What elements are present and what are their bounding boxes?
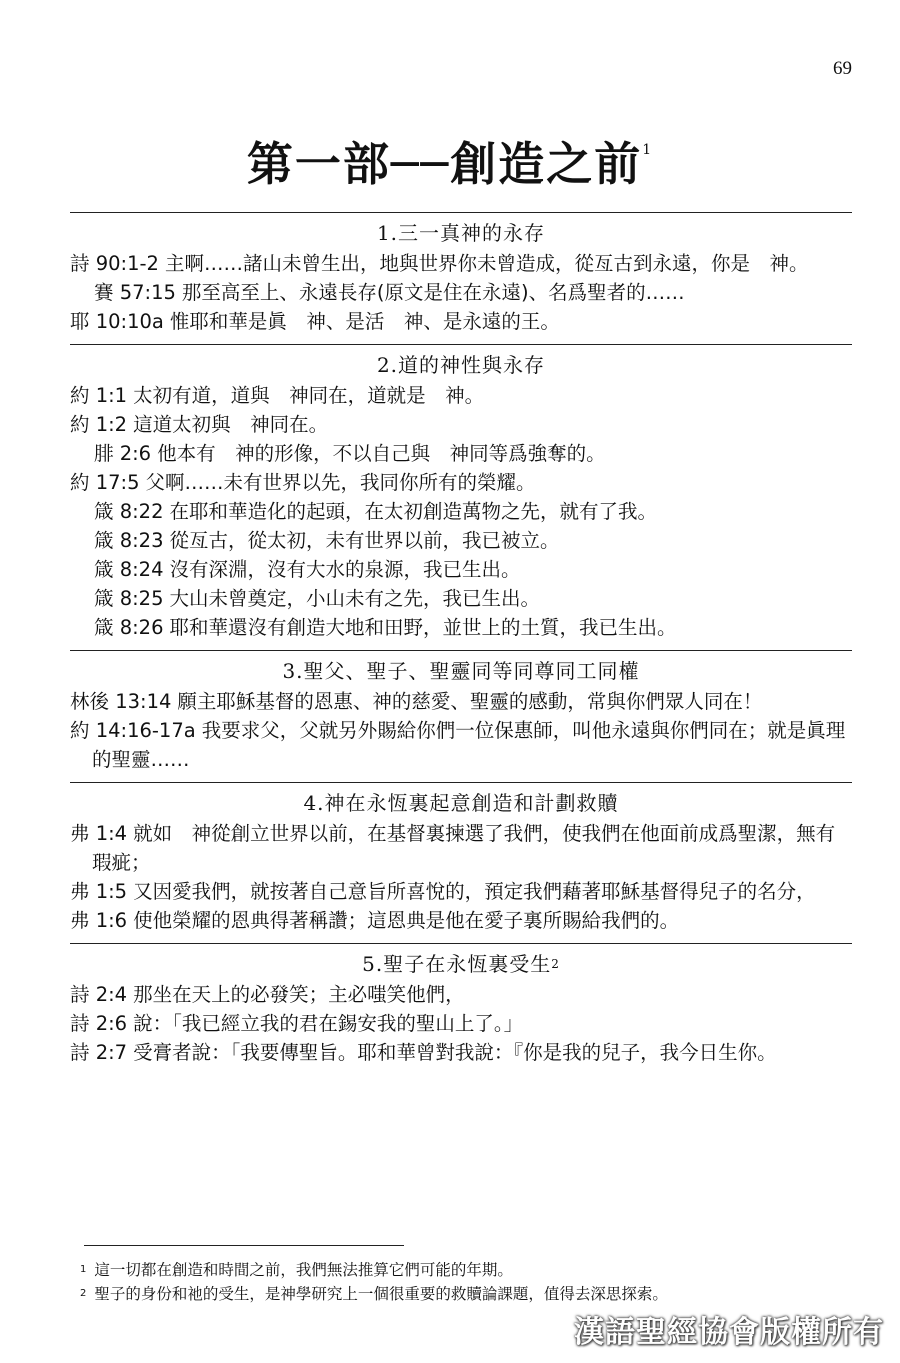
verse-reference: 箴 8:22 <box>94 500 164 523</box>
section <box>70 650 852 782</box>
verse <box>70 439 852 468</box>
verse-text: 大山未曾奠定，小山未有之先，我已生出。 <box>169 587 541 610</box>
footnote-text: 聖子的身份和祂的受生，是神學研究上一個很重要的救贖論課題，值得去深思探索。 <box>94 1285 668 1303</box>
verse-reference: 賽 57:15 <box>94 281 176 304</box>
verse <box>70 613 852 642</box>
section-heading-text: 2.道的神性與永存 <box>376 353 546 377</box>
section <box>70 344 852 650</box>
verse-reference: 詩 2:7 <box>70 1041 128 1064</box>
verse-reference: 耶 10:10a <box>70 310 164 333</box>
footnote-mark: 2 <box>80 1288 87 1299</box>
section-heading <box>70 219 852 247</box>
footnote-divider <box>84 1245 404 1246</box>
verse <box>70 1038 852 1067</box>
verse-reference: 箴 8:26 <box>94 616 164 639</box>
verse-reference: 詩 90:1-2 <box>70 252 159 275</box>
verse-text: 太初有道，道與 神同在，道就是 神。 <box>133 384 485 407</box>
verse <box>70 877 852 906</box>
verse-reference: 林後 13:14 <box>70 690 172 713</box>
verse-reference: 腓 2:6 <box>94 442 152 465</box>
verse-reference: 弗 1:4 <box>70 822 128 845</box>
heading-footnote-mark: 2 <box>551 957 560 971</box>
verse-text: 這道太初與 神同在。 <box>133 413 329 436</box>
verse-reference: 箴 8:25 <box>94 587 164 610</box>
verse-text: 在耶和華造化的起頭，在太初創造萬物之先，就有了我。 <box>169 500 658 523</box>
verse <box>70 584 852 613</box>
verse <box>70 497 852 526</box>
verse-reference: 詩 2:6 <box>70 1012 128 1035</box>
verse <box>70 1009 852 1038</box>
section-heading <box>70 950 852 978</box>
verse-text: 沒有深淵，沒有大水的泉源，我已生出。 <box>169 558 521 581</box>
verse-text: 他本有 神的形像，不以自己與 神同等爲強奪的。 <box>157 442 606 465</box>
verse-reference: 箴 8:23 <box>94 529 164 552</box>
page-title-text: 第一部──創造之前 <box>246 137 643 191</box>
verse-text: 使他榮耀的恩典得著稱讚；這恩典是他在愛子裏所賜給我們的。 <box>133 909 680 932</box>
verse <box>70 526 852 555</box>
verse <box>70 906 852 935</box>
verse-text: 又因愛我們，就按著自己意旨所喜悅的，預定我們藉著耶穌基督得兒子的名分， <box>133 880 816 903</box>
verse <box>70 381 852 410</box>
verse-text: 父啊……未有世界以先，我同你所有的榮耀。 <box>145 471 536 494</box>
copyright-watermark: 漢語聖經協會版權所有 <box>574 1315 884 1350</box>
verse-reference: 約 1:2 <box>70 413 128 436</box>
verse <box>70 278 852 307</box>
section <box>70 943 852 1075</box>
section-heading-text: 1.三一真神的永存 <box>376 221 546 245</box>
section-heading-text: 3.聖父、聖子、聖靈同等同尊同工同權 <box>282 659 640 683</box>
section-heading <box>70 657 852 685</box>
verse-text: 耶和華還沒有創造大地和田野，並世上的土質，我已生出。 <box>169 616 677 639</box>
verse-reference: 弗 1:5 <box>70 880 128 903</box>
verse-reference: 詩 2:4 <box>70 983 128 1006</box>
verse-text: 就如 神從創立世界以前，在基督裏揀選了我們，使我們在他面前成爲聖潔，無有瑕疵； <box>92 822 836 874</box>
verse-text: 願主耶穌基督的恩惠、神的慈愛、聖靈的感動，常與你們眾人同在！ <box>177 690 763 713</box>
verse-reference: 弗 1:6 <box>70 909 128 932</box>
verse-reference: 箴 8:24 <box>94 558 164 581</box>
verse <box>70 249 852 278</box>
verse <box>70 555 852 584</box>
verse-text: 主啊……諸山未曾生出，地與世界你未曾造成，從亙古到永遠，你是 神。 <box>164 252 809 275</box>
footnote-text: 這一切都在創造和時間之前，我們無法推算它們可能的年期。 <box>94 1261 513 1279</box>
section-heading <box>70 351 852 379</box>
verse-text: 惟耶和華是眞 神、是活 神、是永遠的王。 <box>169 310 560 333</box>
verse-reference: 約 1:1 <box>70 384 128 407</box>
section <box>70 212 852 344</box>
footnote-mark: 1 <box>80 1264 87 1275</box>
section <box>70 782 852 943</box>
section-heading <box>70 789 852 817</box>
verse-reference: 約 17:5 <box>70 471 140 494</box>
sections-container <box>70 212 852 1075</box>
verse <box>70 410 852 439</box>
footnotes <box>80 1258 860 1306</box>
verse <box>70 687 852 716</box>
verse-text: 那至高至上、永遠長存(原文是住在永遠)、名爲聖者的…… <box>181 281 685 304</box>
verse <box>70 819 852 877</box>
verse-text: 那坐在天上的必發笑；主必嗤笑他們， <box>133 983 465 1006</box>
verse-text: 我要求父，父就另外賜給你們一位保惠師，叫他永遠與你們同在；就是眞理的聖靈…… <box>92 719 846 771</box>
verse-text: 說：「我已經立我的君在錫安我的聖山上了。」 <box>133 1012 524 1035</box>
section-heading-text: 4.神在永恆裏起意創造和計劃救贖 <box>303 791 619 815</box>
title-footnote-mark: 1 <box>642 142 654 158</box>
page-number: 69 <box>833 58 852 79</box>
verse <box>70 468 852 497</box>
verse <box>70 716 852 774</box>
footnote <box>80 1282 860 1306</box>
page-title <box>0 128 900 194</box>
verse <box>70 307 852 336</box>
verse-reference: 約 14:16-17a <box>70 719 196 742</box>
verse <box>70 980 852 1009</box>
footnote <box>80 1258 860 1282</box>
verse-text: 從亙古，從太初，未有世界以前，我已被立。 <box>169 529 560 552</box>
verse-text: 受膏者說：「我要傳聖旨。耶和華曾對我說：『你是我的兒子，我今日生你。 <box>133 1041 777 1064</box>
section-heading-text: 5.聖子在永恆裏受生 <box>362 952 552 976</box>
